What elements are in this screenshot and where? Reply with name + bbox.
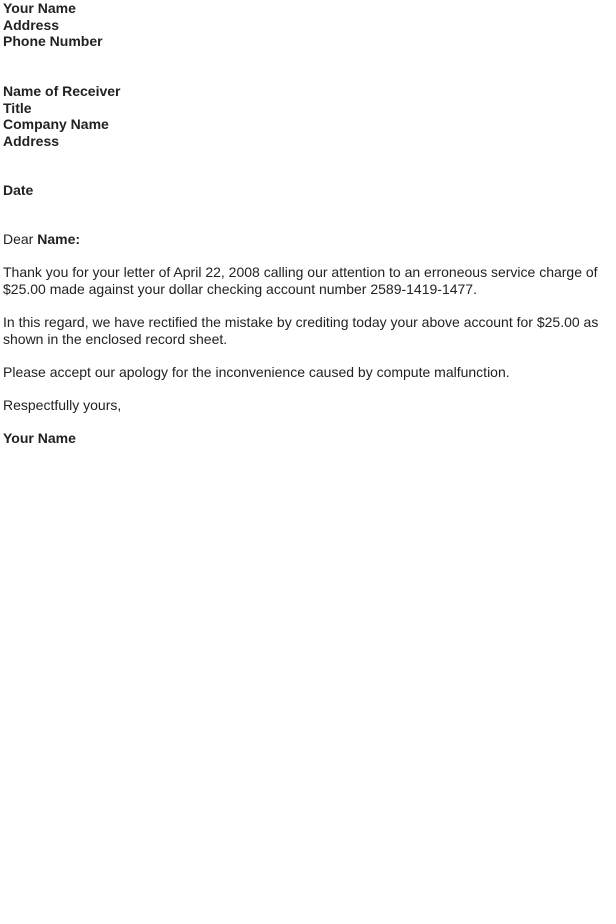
- closing: Respectfully yours,: [3, 397, 122, 413]
- receiver-name: Name of Receiver: [3, 83, 121, 99]
- body-paragraph-3: Please accept our apology for the inconvenience caused by compute malfunction.: [3, 364, 510, 380]
- letter-date: Date: [3, 182, 34, 198]
- signature-name: Your Name: [3, 430, 76, 446]
- body-paragraph-1: Thank you for your letter of April 22, 2008 calling our attention to an erroneous service charge of $25.00 made against your dollar checking account number 2589-1419-1477.: [3, 264, 598, 297]
- salutation: [3, 231, 80, 248]
- receiver-company: Company Name: [3, 116, 109, 133]
- sender-address: Address: [3, 16, 60, 33]
- sender-block: [3, 0, 103, 50]
- salutation-prefix: Dear: [3, 231, 38, 247]
- salutation-name: Name:: [37, 231, 81, 247]
- body-paragraph-2: In this regard, we have rectified the mistake by crediting today your above account for $25.00 as shown in the enclosed record sheet.: [3, 314, 599, 347]
- receiver-block: [3, 83, 121, 149]
- receiver-title: Title: [3, 99, 32, 116]
- sender-name: Your Name: [3, 0, 76, 16]
- receiver-address: Address: [3, 132, 60, 149]
- sender-phone: Phone Number: [3, 33, 103, 50]
